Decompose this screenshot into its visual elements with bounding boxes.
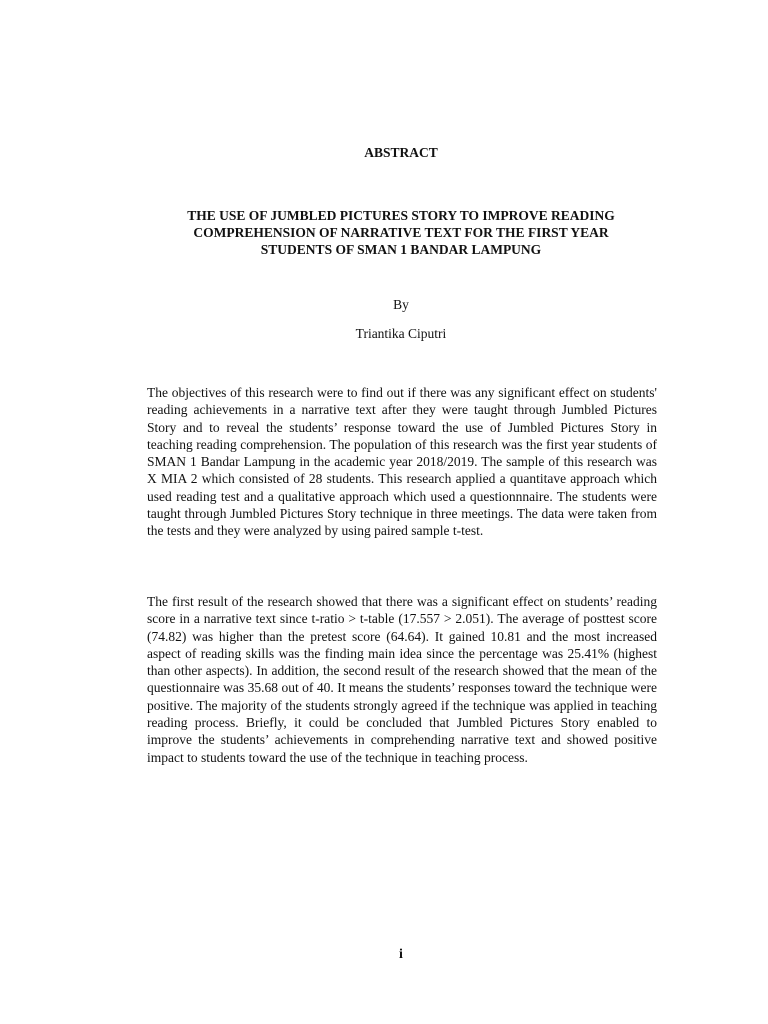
abstract-heading: ABSTRACT [364, 145, 438, 160]
page-number: i [399, 947, 403, 962]
abstract-paragraph-2: The first result of the research showed that there was a significant effect on students’ reading score in a narrative text since t-ratio > t-table (17.557 > 2.051). The average of posttest score (74.82) was higher than the pretest score (64.64). It gained 10.81 and the most increased aspect of reading skills was the finding main idea since the percentage was 25.41% (highest than other aspects). In addition, the second result of the research showed that the mean of the questionnaire was 35.68 out of 40. It means the students’ responses toward the technique were positive. The majority of the students strongly agreed if the technique was applied in teaching reading process. Briefly, it could be concluded that Jumbled Pictures Story enabled to improve the students’ achievements in comprehending narrative text and showed positive impact to students toward the use of the technique in teaching process. [147, 594, 657, 765]
title-line-2: COMPREHENSION OF NARRATIVE TEXT FOR THE FIRST YEAR [193, 225, 609, 240]
title-line-3: STUDENTS OF SMAN 1 BANDAR LAMPUNG [260, 242, 542, 257]
title-line-1: THE USE OF JUMBLED PICTURES STORY TO IMPROVE READING [187, 208, 615, 223]
by-label: By [393, 297, 409, 312]
author-name: Triantika Ciputri [355, 326, 447, 341]
abstract-paragraph-1: The objectives of this research were to find out if there was any significant effect on students' reading achievements in a narrative text after they were taught through Jumbled Pictures Story and to reveal the students’ response toward the use of Jumbled Pictures Story in teaching reading comprehension. The population of this research was the first year students of SMAN 1 Bandar Lampung in the academic year 2018/2019. The sample of this research was X MIA 2 which consisted of 28 students. This research applied a quantitave approach which used reading test and a qualitative approach which used a questionnnaire. The students were taught through Jumbled Pictures Story technique in three meetings. The data were taken from the tests and they were analyzed by using paired sample t-test. [147, 385, 657, 539]
